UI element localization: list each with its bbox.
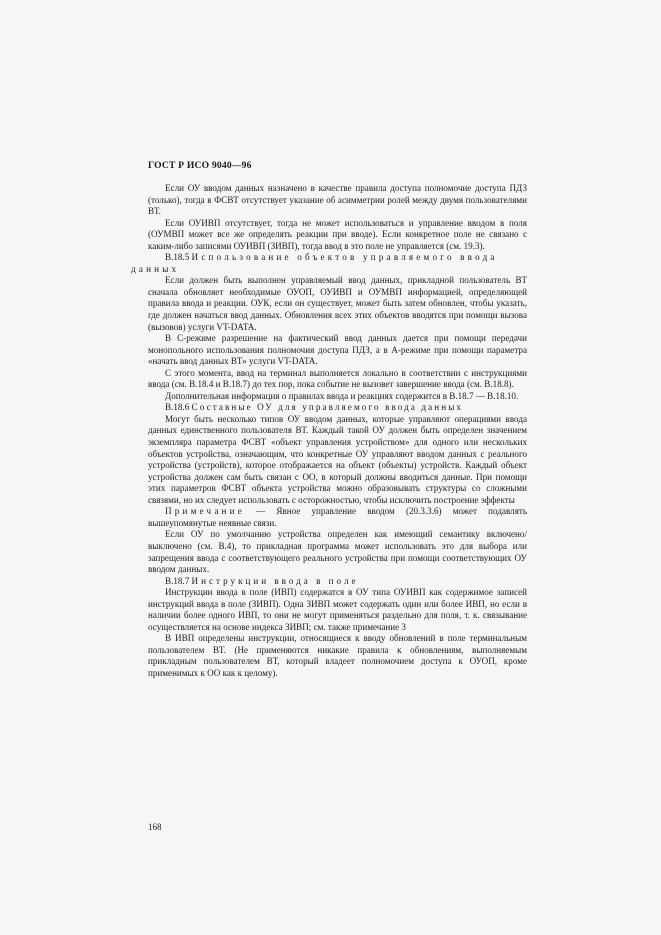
note-label: Примечание bbox=[165, 506, 245, 517]
section-title-continued: данных bbox=[131, 263, 180, 274]
document-header: ГОСТ Р ИСО 9040—96 bbox=[148, 160, 252, 171]
section-number: В.18.7 bbox=[165, 575, 190, 586]
section-title: Использование объектов управляемого ввода bbox=[191, 252, 498, 263]
section-number: В.18.6 bbox=[165, 402, 190, 413]
section-heading-b186 bbox=[148, 402, 527, 414]
page-number: 168 bbox=[148, 822, 162, 832]
paragraph: Если ОУ по умолчанию устройства определен как имеющий семантику включено/выключено (см. В.4), то прикладная программа может использовать это для выбора или запрещения ввода с соответствующего реального устройства при помощи соответствующих ОУ вводом данных. bbox=[148, 529, 527, 575]
paragraph: В ИВП определены инструкции, относящиеся к вводу обновлений в поле терминальным пользователем ВТ. (Не применяются никакие правила к обновлениям, выполняемым прикладным пользователем ВТ, который владеет полномочием доступа к ОУОП, кроме применимых к ОО как к целому). bbox=[148, 633, 527, 678]
paragraph: Если ОУ вводом данных назначено в качестве правила доступа полномочие доступа ПДЗ (только), тогда в ФСВТ отсутствует указание об асимметрии ролей между двумя пользователями ВТ. bbox=[148, 183, 527, 217]
paragraph: Дополнительная информация о правилах ввода и реакциях содержится в В.18.7 — В.18.10. bbox=[165, 390, 519, 401]
paragraph: В С-режиме разрешение на фактический ввод данных дается при помощи передачи монопольного использования полномочия доступа ПДЗ, а в А-режиме при помощи параметра «начать ввод данных ВТ» услуги VT-DATA. bbox=[148, 333, 527, 367]
paragraph: Инструкции ввода в поле (ИВП) содержатся в ОУ типа ОУИВП как содержимое записей инструкций ввода в поле (ЗИВП). Одна ЗИВП может содержать один или более ИВП, но если в наличии более одного ИВП, то они не могут применяться раздельно для поля, т. к. связывание осуществляется на основе индекса ЗИВП; см. также примечание 3 bbox=[148, 587, 527, 632]
document-body bbox=[131, 183, 527, 680]
note-text: — Явное управление вводом (20.3.3.6) может подавлять вышеупомянутые неявные связи. bbox=[148, 506, 527, 528]
paragraph: Если ОУИВП отсутствует, тогда не может использоваться и управление вводом в поля (ОУМВП может все же определять реакции при вводе). Если конкретное поле не связано с каким-либо записями ОУИВП (ЗИВП), тогда ввод в это поле не управляется (см. 19.3). bbox=[148, 217, 527, 251]
paragraph: Могут быть несколько типов ОУ вводом данных, которые управляют операциями ввода данных единственного пользователя ВТ. Каждый такой ОУ должен быть определен значением экземпляра параметра ФСВТ «объект управления устройством» для одного или нескольких объектов устройства, означающим, что конкретные ОУ управляют вводом данных с реального устройства (устройств), которое отображается на объект (объекты) устройств. Каждый объект устройства должен сам быть связан с ОО, в который должны вводиться данные. При помощи этих параметров ФСВТ объекта устройства можно образовывать структуры со сложными связями, но их следует использовать с осторожностью, чтобы исключить построение эффекты bbox=[148, 413, 527, 505]
paragraph: Если должен быть выполнен управляемый ввод данных, прикладной пользователь ВТ сначала обновляет необходимые ОУОП, ОУИВП и ОУМВП информацией, определяющей правила ввода и реакции. ОУК, если он существует, может быть затем обновлен, чтобы указать, где должен начаться ввод данных. Обновления всех этих объектов вводятся при помощи вызова (вызовов) услуги VT-DATA. bbox=[148, 275, 527, 332]
section-heading-b187 bbox=[148, 576, 527, 588]
section-heading-b185 bbox=[131, 252, 527, 275]
section-number: В.18.5 bbox=[165, 252, 190, 263]
note bbox=[148, 506, 527, 529]
section-title: Составные ОУ для управляемого ввода данных bbox=[191, 402, 464, 413]
paragraph: С этого момента, ввод на терминал выполняется локально в соответствии с инструкциями ввода (см. В.18.4 и В.18.7) до тех пор, пока событие не вызовет завершение ввода (см. В.18.8). bbox=[148, 367, 527, 390]
section-title: Инструкции ввода в поле bbox=[191, 575, 359, 586]
